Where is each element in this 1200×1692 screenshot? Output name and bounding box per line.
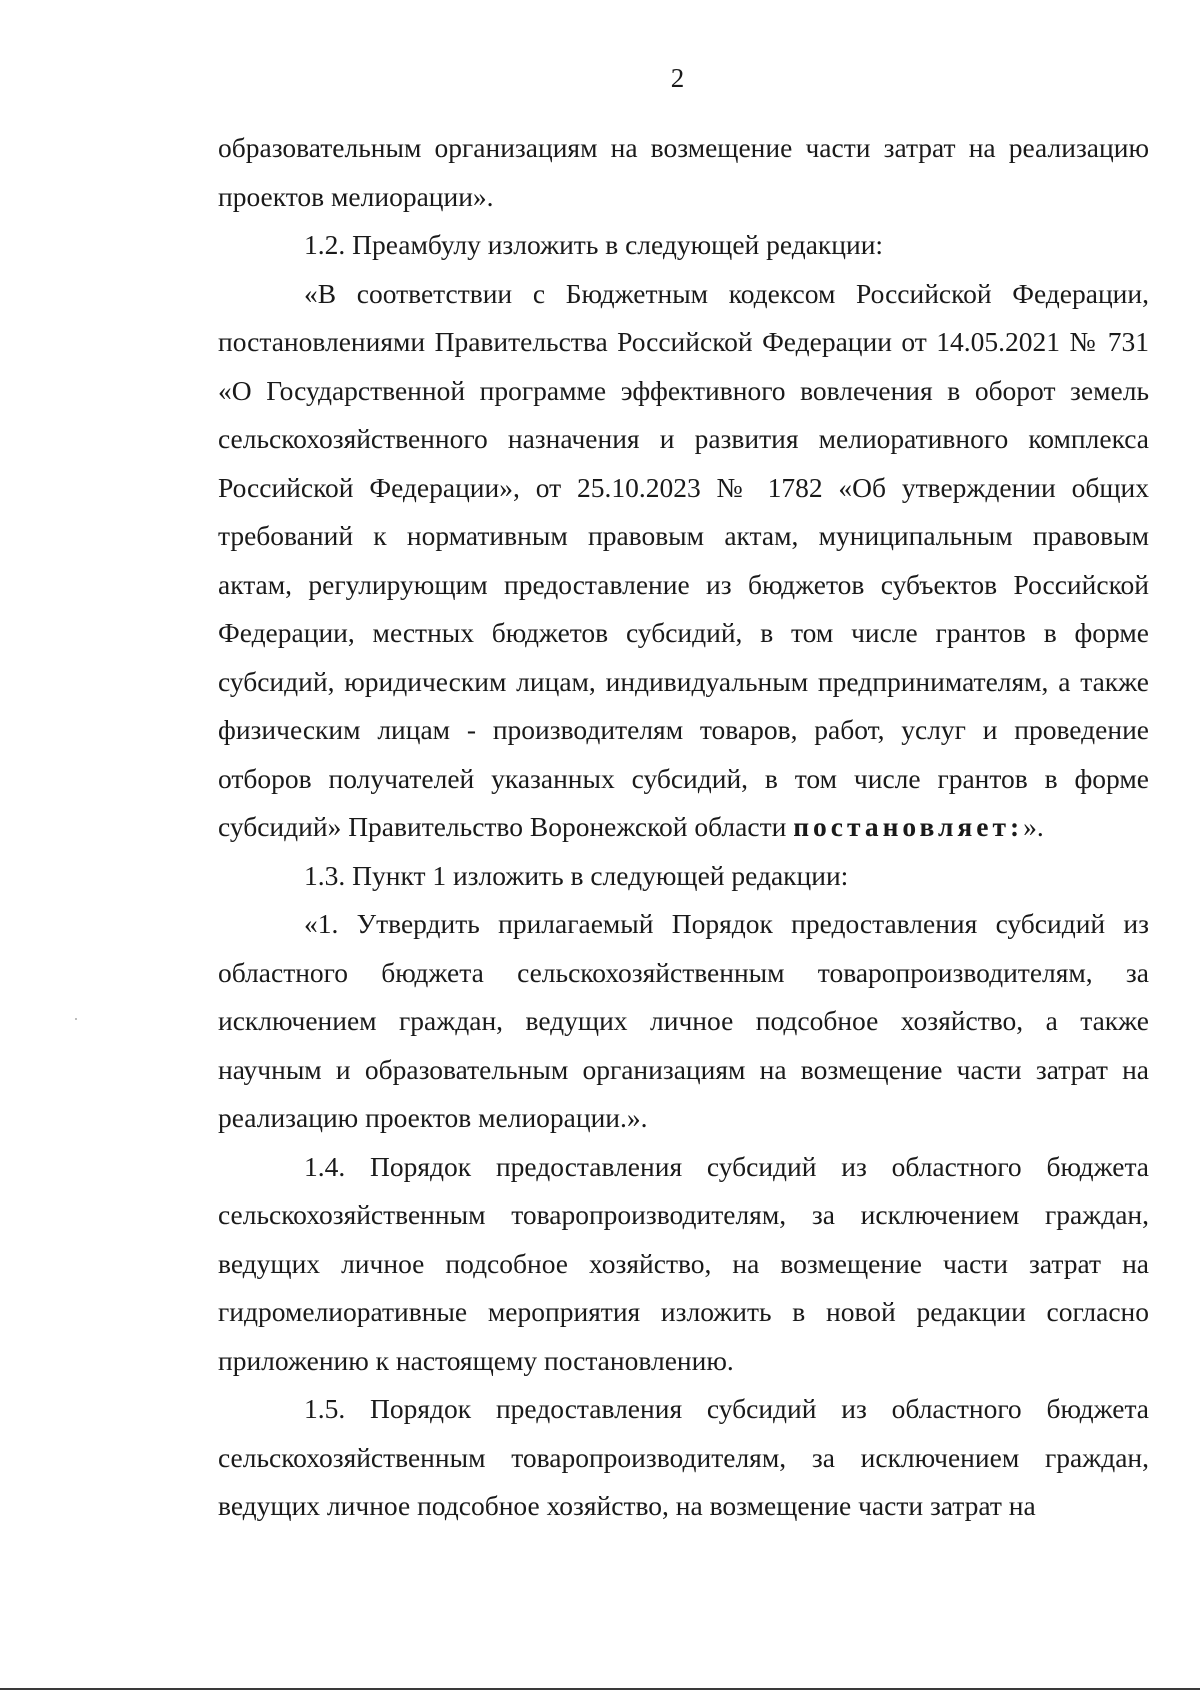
paragraph-item-1-4: 1.4. Порядок предоставления субсидий из областного бюджета сельскохозяйственным товаропроизводителям, за исключением граждан, ведущих личное подсобное хозяйство, на возмещение части затрат на гидромелиоративные мероприятия изложить в новой редакции согласно приложению к настоящему постановлению. — [218, 1150, 1149, 1376]
page-bottom-edge — [0, 1688, 1200, 1690]
paragraph-item-1-2: 1.2. Преамбулу изложить в следующей редакции: — [304, 229, 884, 260]
paragraph-continuation: образовательным организациям на возмещение части затрат на реализацию проектов мелиорации». — [218, 132, 1149, 212]
paragraph-item-1-5: 1.5. Порядок предоставления субсидий из областного бюджета сельскохозяйственным товаропроизводителям, за исключением граждан, ведущих личное подсобное хозяйство, на возмещение части затрат на — [218, 1393, 1149, 1521]
scan-artifact — [75, 1018, 77, 1020]
page-number: 2 — [670, 63, 685, 93]
paragraph-preamble — [218, 270, 1149, 852]
paragraph-point-1: «1. Утвердить прилагаемый Порядок предоставления субсидий из областного бюджета сельскохозяйственным товаропроизводителям, за исключением граждан, ведущих личное подсобное хозяйство, а также научным и образовательным организациям на возмещение части затрат на реализацию проектов мелиорации.». — [218, 908, 1149, 1133]
preamble-text: «В соответствии с Бюджетным кодексом Российской Федерации, постановлениями Правительства Российской Федерации от 14.05.2021 № 731 «О Государственной программе эффективного вовлечения в оборот земель сельскохозяйственного назначения и развития мелиоративного комплекса Российской Федерации», от 25.10.2023 № 1782 «Об утверждении общих требований к нормативным правовым актам, муниципальным правовым актам, регулирующим предоставление из бюджетов субъектов Российской Федерации, местных бюджетов субсидий, в том числе грантов в форме субсидий, юридическим лицам, индивидуальным предпринимателям, а также физическим лицам - производителям товаров, работ, услуг и проведение отборов получателей указанных субсидий, в том числе грантов в форме субсидий» Правительство Воронежской области — [218, 277, 1149, 842]
paragraph-item-1-3: 1.3. Пункт 1 изложить в следующей редакции: — [304, 859, 849, 891]
preamble-tail: ». — [1023, 811, 1044, 842]
document-body — [218, 124, 1149, 1531]
preamble-resolves: постановляет: — [793, 811, 1024, 842]
